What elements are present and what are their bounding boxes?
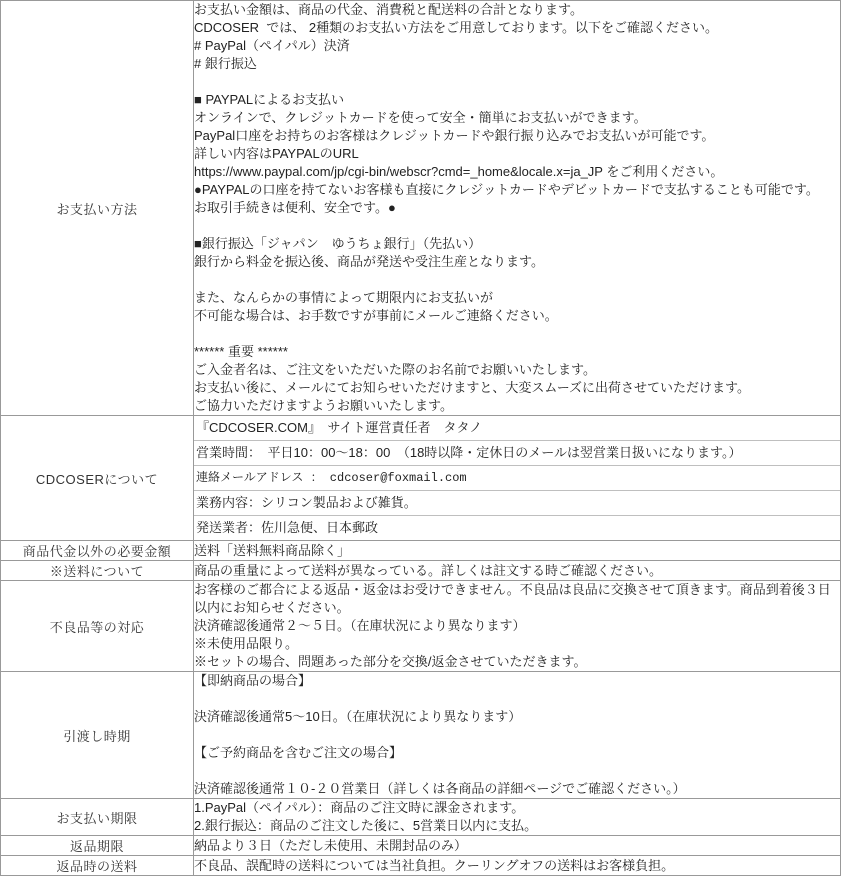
business-hours: 営業時間： 平日10：00～18：00 （18時以降・定休日のメールは翌営業日扱いになります。） (194, 440, 840, 465)
text-line: 1.PayPal（ペイパル）：商品のご注文時に課金されます。 (194, 800, 525, 815)
text-line: CDCOSER では、 2種類のお支払い方法をご用意しております。以下をご確認ください。 (194, 20, 719, 35)
text-line: お支払い金額は、商品の代金、消費税と配送料の合計となります。 (194, 2, 583, 17)
text-line: ■ PAYPALによるお支払い (194, 92, 345, 107)
text-line: オンラインで、クレジットカードを使って安全・簡単にお支払いができます。 (194, 110, 647, 125)
text-line: ※セットの場合、問題あった部分を交換/返金させていただきます。 (194, 654, 587, 669)
text-line: 決済確認後通常１０-２０営業日（詳しくは各商品の詳細ページでご確認ください。） (194, 781, 686, 796)
text-spacer (194, 762, 840, 780)
text-spacer (194, 726, 840, 744)
text-spacer (194, 271, 840, 289)
row-value-return-deadline: 納品より３日（ただし未使用、未開封品のみ） (194, 836, 841, 856)
text-line: ●PAYPALの口座を持てないお客様も直接にクレジットカードやデビットカードで支払することも可能です。 (194, 182, 819, 197)
table-row-about-cdcoser (1, 416, 841, 541)
text-line: 詳しい内容はPAYPALのURL (194, 146, 359, 161)
row-label-return-deadline: 返品期限 (1, 836, 194, 856)
table-row-shipping-about (1, 561, 841, 581)
text-line: お取引手続きは便利、安全です。● (194, 200, 396, 215)
business-content: 業務内容：シリコン製品および雑貨。 (194, 490, 840, 515)
text-line: 銀行から料金を振込後、商品が発送や受注生産となります。 (194, 254, 544, 269)
text-spacer (194, 690, 840, 708)
text-line: # 銀行振込 (194, 56, 257, 71)
table-row-payment-method (1, 1, 841, 416)
paypal-url-line: https://www.paypal.com/jp/cgi-bin/webscr?cmd=_home&locale.x=ja_JP をご利用ください。 (194, 164, 724, 179)
text-line: お支払い後に、メールにてお知らせいただけますと、大変スムーズに出荷させていただけます。 (194, 380, 751, 395)
text-line: また、なんらかの事情によって期限内にお支払いが (194, 290, 494, 305)
row-value-delivery-time (194, 672, 841, 799)
text-line: # PayPal（ペイパル）決済 (194, 38, 350, 53)
text-line: 2.銀行振込：商品のご注文した後に、5営業日以内に支払。 (194, 818, 538, 833)
company-representative: 『CDCOSER.COM』 サイト運営責任者 タタノ (196, 420, 483, 435)
row-value-shipping-about: 商品の重量によって送料が異なっている。詳しくは註文する時ご確認ください。 (194, 561, 841, 581)
table-row-extra-fees (1, 541, 841, 561)
row-value-payment-method (194, 1, 841, 416)
contact-email: 連絡メールアドレス ： cdcoser@foxmail.com (194, 465, 840, 490)
text-line: 不可能な場合は、お手数ですが事前にメールご連絡ください。 (194, 308, 558, 323)
text-line: お客様のご都合による返品・返金はお受けできません。不良品は良品に交換させて頂きます。商品到着後３日以内にお知らせください。 (194, 582, 831, 615)
row-label-extra-fees: 商品代金以外の必要金額 (1, 541, 194, 561)
text-spacer (194, 73, 840, 91)
text-line: 決済確認後通常２～５日。（在庫状況により異なります） (194, 618, 526, 633)
row-label-shipping-about: ※送料について (1, 561, 194, 581)
row-label-about-cdcoser: CDCOSERについて (1, 416, 194, 541)
row-value-defective (194, 581, 841, 672)
row-value-return-shipping: 不良品、誤配時の送料については当社負担。クーリングオフの送料はお客様負担。 (194, 856, 841, 876)
row-label-payment-method: お支払い方法 (1, 1, 194, 416)
row-label-return-shipping: 返品時の送料 (1, 856, 194, 876)
text-line: ご入金者名は、ご注文をいただいた際のお名前でお願いいたします。 (194, 362, 596, 377)
text-line: ご協力いただけますようお願いいたします。 (194, 398, 453, 413)
table-row-return-shipping (1, 856, 841, 876)
text-line: ****** 重要 ****** (194, 344, 288, 359)
table-row-delivery-time (1, 672, 841, 799)
text-line: 【即納商品の場合】 (194, 673, 312, 688)
table-row-payment-deadline (1, 799, 841, 836)
text-line: 決済確認後通常5～10日。（在庫状況により異なります） (194, 709, 522, 724)
row-label-defective: 不良品等の対応 (1, 581, 194, 672)
row-value-payment-deadline (194, 799, 841, 836)
text-line: ※未使用品限り。 (194, 636, 299, 651)
text-line: PayPal口座をお持ちのお客様はクレジットカードや銀行振り込みでお支払いが可能です。 (194, 128, 715, 143)
row-label-delivery-time: 引渡し時期 (1, 672, 194, 799)
text-line: 【ご予約商品を含むご注文の場合】 (194, 745, 403, 760)
text-spacer (194, 325, 840, 343)
text-spacer (194, 217, 840, 235)
row-value-extra-fees: 送料「送料無料商品除く」 (194, 541, 841, 561)
shipping-carriers: 発送業者：佐川急便、日本郵政 (194, 515, 840, 540)
row-label-payment-deadline: お支払い期限 (1, 799, 194, 836)
text-line: ■銀行振込「ジャパン ゆうちょ銀行」（先払い） (194, 236, 482, 251)
table-row-return-deadline (1, 836, 841, 856)
table-row-defective (1, 581, 841, 672)
row-value-about-cdcoser (194, 416, 841, 541)
